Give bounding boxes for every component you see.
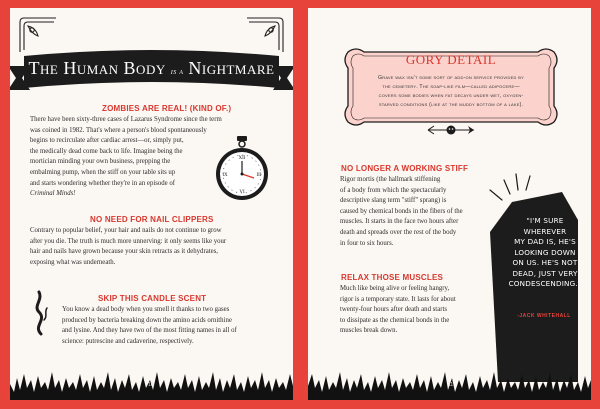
right-page <box>308 8 591 400</box>
text-line: Rigor mortis (the hallmark stiffening <box>340 176 441 183</box>
quote-line: ON US. HE'S NOT <box>512 258 578 267</box>
text-line: You know a dead body when you smell it thanks to two gases <box>62 306 230 313</box>
bat-arrow-icon <box>426 122 476 138</box>
text-line: hair and nails have grown because your skin retracts as it dehydrates, <box>30 248 218 256</box>
text-line: embalming pump, when the stiff on your table sits up <box>30 168 176 176</box>
section-heading-candle: SKIP THIS CANDLE SCENT <box>98 294 207 303</box>
gory-detail-title: GORY DETAIL <box>405 52 497 67</box>
text-line: muscles break down. <box>340 327 398 335</box>
text-line: There have been sixty-three cases of Lazarus Syndrome since the term <box>30 116 222 123</box>
text-line: begins to recirculate after cardiac arrest—or, simply put, <box>30 137 184 145</box>
text-line: rigor is a temporary state. It lasts for about <box>340 295 456 303</box>
text-line: was coined in 1982. That's where a person's blood spontaneously <box>30 126 207 134</box>
text-line: and lysine. And they have two of the most fitting names in all of <box>62 327 237 335</box>
text-line: twenty-four hours after death and starts <box>340 306 448 314</box>
text-line: starved conditions (like at the muddy bottom of a lake). <box>378 102 524 108</box>
page-number-right: 11 <box>448 382 454 388</box>
section-heading-nails: NO NEED FOR NAIL CLIPPERS <box>90 215 214 224</box>
svg-text:VI: VI <box>239 190 245 195</box>
text-line: Contrary to popular belief, your hair and nails do not continue to grow <box>30 227 222 234</box>
section-text-stiff <box>340 175 492 249</box>
text-line: and starts wondering whether they're in an episode of <box>30 179 176 187</box>
title-part2: Nightmare <box>188 58 275 78</box>
left-page <box>10 8 293 400</box>
quote-line: CONDESCENDING." <box>508 279 582 288</box>
quote-text <box>506 216 584 290</box>
section-heading-stiff: NO LONGER A WORKING STIFF <box>341 164 469 173</box>
corner-ornament-left-icon <box>16 14 58 54</box>
gory-detail-text <box>353 74 549 110</box>
text-line: in four to six hours. <box>340 239 394 247</box>
quote-line: WHEREVER <box>523 226 567 236</box>
svg-text:III: III <box>256 173 262 178</box>
text-line: science: putrescine and cadaverine, respectively. <box>62 337 194 345</box>
text-line: Much like being alive or feeling hangry, <box>340 285 450 292</box>
text-line: of a body from which the spectacularly <box>340 186 447 194</box>
title-small: is a <box>170 67 184 76</box>
text-line-italic: Criminal Minds! <box>30 190 76 198</box>
clock-icon <box>212 136 272 200</box>
text-line: mortician minding your own business, prepping the <box>30 158 171 166</box>
title-part1: The Human Body <box>28 58 166 78</box>
page-title <box>10 58 293 79</box>
svg-text:IX: IX <box>222 173 228 178</box>
text-line: the medically dead come back to life. Imagine being the <box>30 147 183 155</box>
section-heading-relax: RELAX THOSE MUSCLES <box>341 273 444 282</box>
corner-ornament-right-icon <box>245 14 287 54</box>
text-line: produced by bacteria breaking down the amino acids ornithine <box>62 316 232 324</box>
text-line: after you die. The truth is much more unnerving: it only seems like your <box>30 237 227 245</box>
text-line: to dissipate as the chemical bonds in the <box>340 316 450 324</box>
text-line: caused by chemical bonds in the fibers of the <box>340 207 463 215</box>
section-text-relax <box>340 284 488 337</box>
section-text-nails <box>30 226 290 268</box>
smoke-icon <box>30 290 50 336</box>
page-number-left: 10 <box>148 382 154 388</box>
text-line: Grave wax isn't some sort of add-on service provided by <box>378 75 524 81</box>
text-line: exposing what was underneath. <box>30 258 116 266</box>
quote-author: -JACK WHITEHALL <box>517 313 571 319</box>
svg-text:XII: XII <box>238 156 246 161</box>
section-heading-zombies: ZOMBIES ARE REAL! (KIND OF.) <box>102 104 232 113</box>
section-text-candle <box>62 305 290 347</box>
quote-line: "I'M SURE <box>526 216 564 225</box>
text-line: covers some bodies when fat decays under wet, oxygen- <box>378 93 524 99</box>
text-line: descriptive slang term "stiff" sprang) is <box>340 197 447 205</box>
quote-line: MY DAD IS, HE'S <box>514 237 576 246</box>
text-line: muscles. It starts in the face two hours after <box>340 218 459 226</box>
quote-line: LOOKING DOWN <box>514 247 576 257</box>
text-line: the cemetery. The soap-like film—called adipocere— <box>382 84 520 90</box>
quote-line: DEAD, JUST VERY <box>512 268 578 278</box>
text-line: death and spreads over the rest of the body <box>340 228 457 236</box>
